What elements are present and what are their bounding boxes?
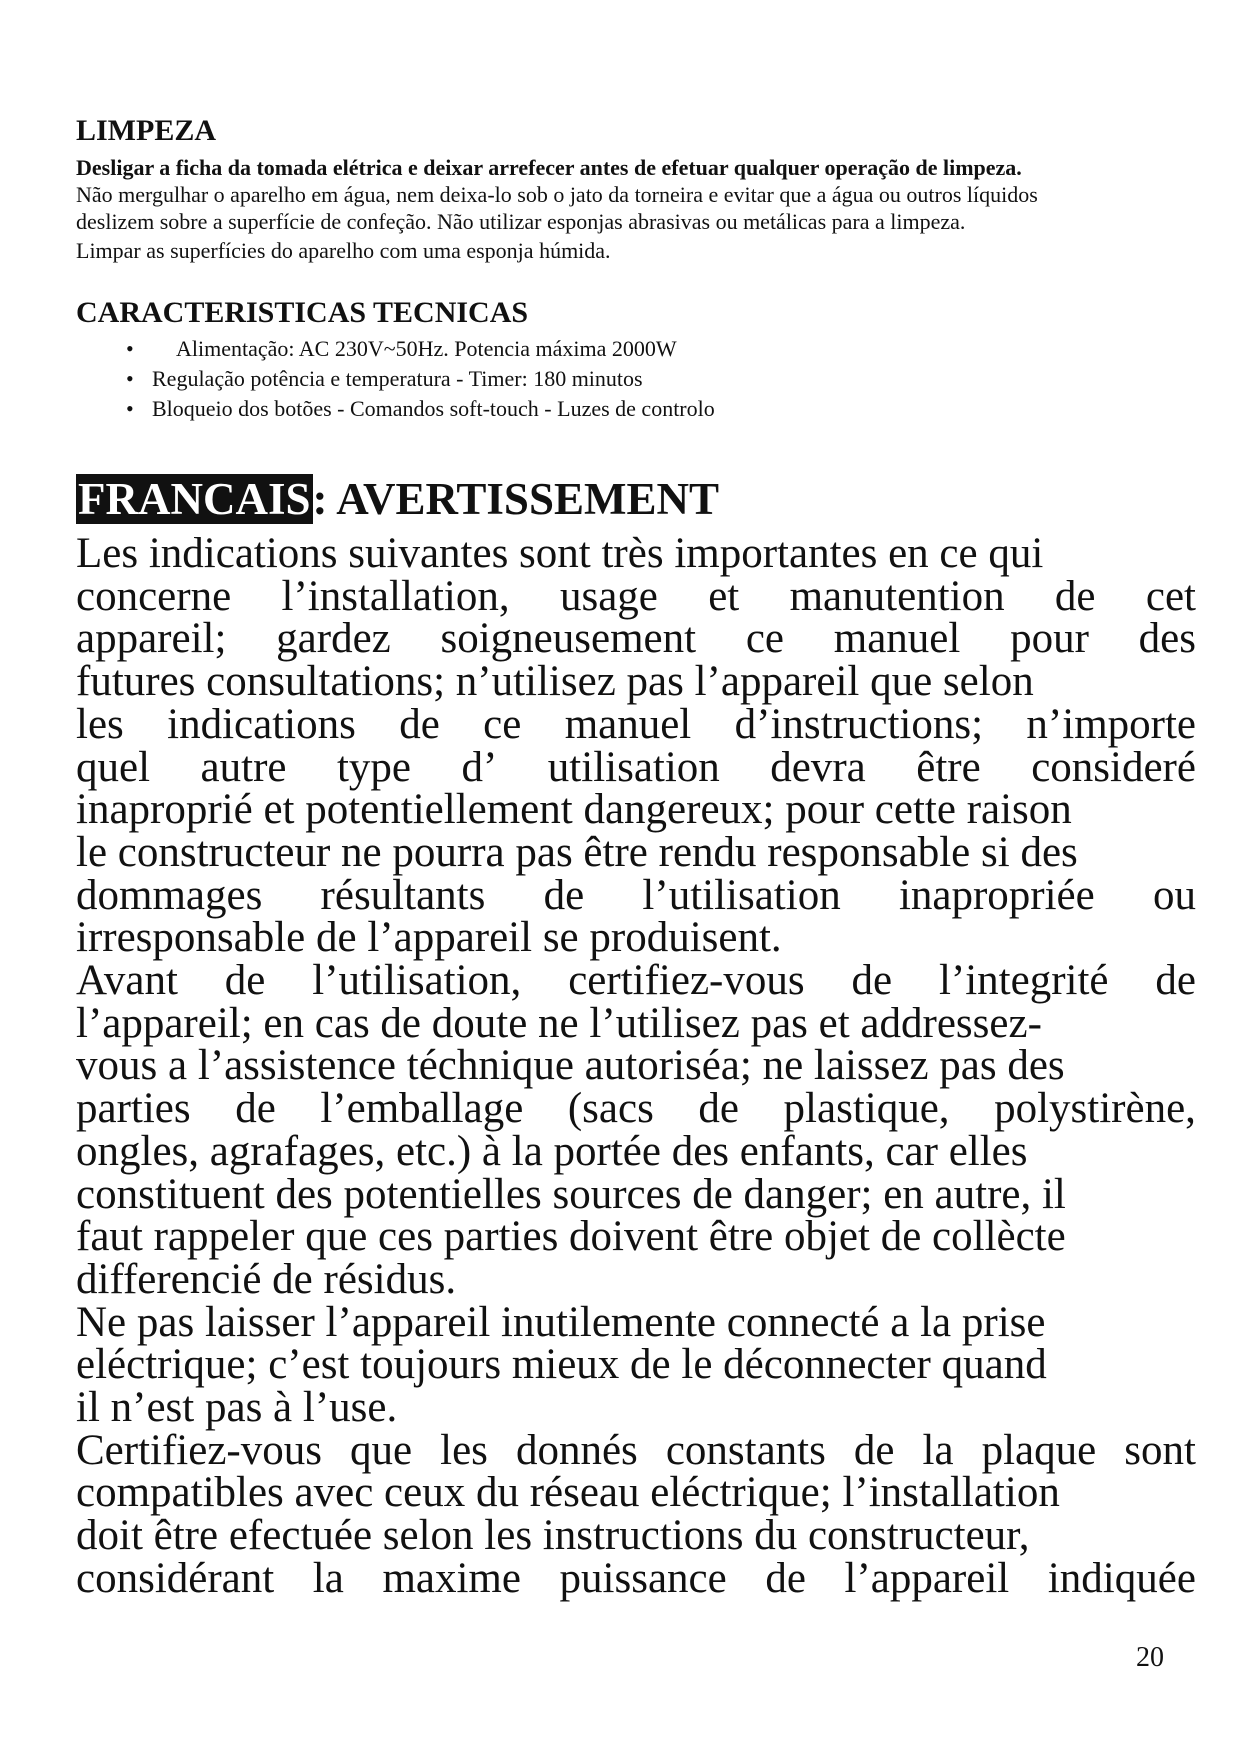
francais-title-rest: : AVERTISSEMENT bbox=[312, 474, 719, 524]
francais-line-7: inaproprié et potentiellement dangereux; pour cette raison bbox=[76, 786, 1072, 833]
francais-line-6: quel autre type d’ utilisation devra être consideré bbox=[76, 744, 1196, 791]
francais-line-3: appareil; gardez soigneusement ce manuel pour des bbox=[76, 615, 1196, 662]
francais-line-13: vous a l’assistence téchnique autoriséa; ne laissez pas des bbox=[76, 1042, 1065, 1089]
francais-line-8: le constructeur ne pourra pas être rendu responsable si des bbox=[76, 829, 1078, 876]
francais-line-5: les indications de ce manuel d’instructions; n’importe bbox=[76, 701, 1196, 748]
francais-line-25: considérant la maxime puissance de l’appareil indiquée bbox=[76, 1555, 1196, 1602]
francais-line-2: concerne l’installation, usage et manutention de cet bbox=[76, 573, 1196, 620]
list-item bbox=[126, 338, 677, 360]
francais-line-19: Ne pas laisser l’appareil inutilemente connecté a la prise bbox=[76, 1299, 1046, 1346]
page-number: 20 bbox=[1136, 1642, 1164, 1673]
francais-line-24: doit être efectuée selon les instructions du constructeur, bbox=[76, 1512, 1030, 1559]
francais-line-14: parties de l’emballage (sacs de plastique, polystirène, bbox=[76, 1085, 1196, 1132]
francais-line-15: ongles, agrafages, etc.) à la portée des enfants, car elles bbox=[76, 1128, 1028, 1175]
francais-heading bbox=[76, 474, 719, 524]
list-item bbox=[126, 368, 643, 390]
limpeza-line-2: Não mergulhar o aparelho em água, nem deixa-lo sob o jato da torneira e evitar que a água ou outros líquidos bbox=[76, 182, 1038, 207]
francais-line-17: faut rappeler que ces parties doivent être objet de collècte bbox=[76, 1213, 1066, 1260]
francais-line-21: il n’est pas à l’use. bbox=[76, 1384, 398, 1431]
list-item-text: Alimentação: AC 230V~50Hz. Potencia máxima 2000W bbox=[176, 336, 677, 361]
caracteristicas-heading: CARACTERISTICAS TECNICAS bbox=[76, 296, 529, 329]
francais-line-4: futures consultations; n’utilisez pas l’appareil que selon bbox=[76, 658, 1034, 705]
francais-line-20: eléctrique; c’est toujours mieux de le déconnecter quand bbox=[76, 1341, 1047, 1388]
francais-line-23: compatibles avec ceux du réseau eléctrique; l’installation bbox=[76, 1469, 1060, 1516]
list-item-text: Bloqueio dos botões - Comandos soft-touch - Luzes de controlo bbox=[152, 396, 715, 421]
francais-line-11: Avant de l’utilisation, certifiez-vous de l’integrité de bbox=[76, 957, 1196, 1004]
bullet-icon: • bbox=[126, 366, 134, 391]
bullet-icon: • bbox=[126, 336, 134, 361]
francais-line-10: irresponsable de l’appareil se produisent. bbox=[76, 914, 782, 961]
francais-line-16: constituent des potentielles sources de danger; en autre, il bbox=[76, 1171, 1066, 1218]
limpeza-line-4: Limpar as superfícies do aparelho com uma esponja húmida. bbox=[76, 238, 611, 263]
francais-line-12: l’appareil; en cas de doute ne l’utilisez pas et addressez- bbox=[76, 1000, 1042, 1047]
list-item bbox=[126, 398, 715, 420]
list-item-text: Regulação potência e temperatura - Timer: 180 minutos bbox=[152, 366, 643, 391]
limpeza-line-1: Desligar a ficha da tomada elétrica e deixar arrefecer antes de efetuar qualquer operação de limpeza. bbox=[76, 155, 1022, 180]
limpeza-line-3: deslizem sobre a superfície de confeção. Não utilizar esponjas abrasivas ou metálicas para a limpeza. bbox=[76, 209, 966, 234]
francais-highlight: FRANCAIS bbox=[78, 474, 311, 524]
francais-line-22: Certifiez-vous que les donnés constants de la plaque sont bbox=[76, 1427, 1196, 1474]
limpeza-heading: LIMPEZA bbox=[76, 114, 217, 147]
bullet-icon: • bbox=[126, 396, 134, 421]
francais-line-18: differencié de résidus. bbox=[76, 1256, 457, 1303]
francais-line-1: Les indications suivantes sont très importantes en ce qui bbox=[76, 530, 1044, 577]
francais-line-9: dommages résultants de l’utilisation inapropriée ou bbox=[76, 872, 1196, 919]
